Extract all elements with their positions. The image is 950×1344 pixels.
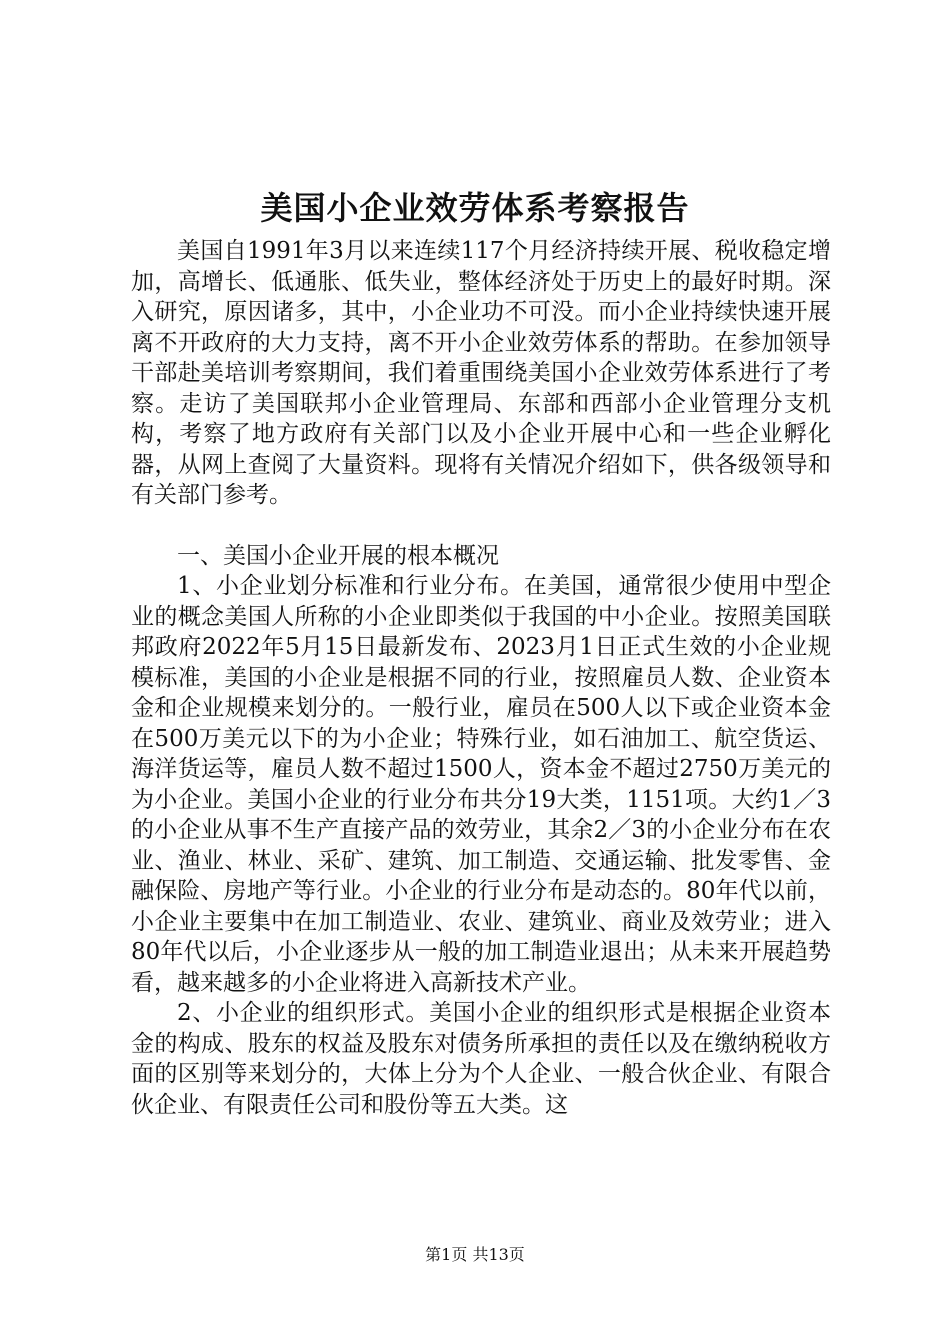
paragraph-classification: 1、小企业划分标准和行业分布。在美国，通常很少使用中型企业的概念美国人所称的小企业即类似于我国的中小企业。按照美国联邦政府2022年5月15日最新发布、2023月1日正式生效的小企业规模标准，美国的小企业是根据不同的行业，按照雇员人数、企业资本金和企业规模来划分的。一般行业，雇员在500人以下或企业资本金在500万美元以下的为小企业；特殊行业，如石油加工、航空货运、海洋货运等，雇员人数不超过1500人，资本金不超过2750万美元的为小企业。美国小企业的行业分布共分19大类，1151项。大约1／3的小企业从事不生产直接产品的效劳业，其余2／3的小企业分布在农业、渔业、林业、采矿、建筑、加工制造、交通运输、批发零售、金融保险、房地产等行业。小企业的行业分布是动态的。80年代以前，小企业主要集中在加工制造业、农业、建筑业、商业及效劳业；进入80年代以后，小企业逐步从一般的加工制造业退出；从未来开展趋势看，越来越多的小企业将进入高新技术产业。 (131, 573, 831, 996)
section-heading: 一、美国小企业开展的根本概况 (177, 542, 499, 569)
page-number: 第1页 共13页 (425, 1245, 525, 1264)
paragraph-intro: 美国自1991年3月以来连续117个月经济持续开展、税收稳定增加，高增长、低通胀、低失业，整体经济处于历史上的最好时期。深入研究，原因诸多，其中，小企业功不可没。而小企业持续快速开展离不开政府的大力支持，离不开小企业效劳体系的帮助。在参加领导干部赴美培训考察期间，我们着重围绕美国小企业效劳体系进行了考察。走访了美国联邦小企业管理局、东部和西部小企业管理分支机构，考察了地方政府有关部门以及小企业开展中心和一些企业孵化器，从网上查阅了大量资料。现将有关情况介绍如下，供各级领导和有关部门参考。 (131, 238, 831, 508)
document-body (131, 236, 831, 1120)
paragraph-organization: 2、小企业的组织形式。美国小企业的组织形式是根据企业资本金的构成、股东的权益及股东对债务所承担的责任以及在缴纳税收方面的区别等来划分的，大体上分为个人企业、一般合伙企业、有限合伙企业、有限责任公司和股份等五大类。这 (131, 1000, 831, 1118)
document-title: 美国小企业效劳体系考察报告 (260, 189, 690, 227)
